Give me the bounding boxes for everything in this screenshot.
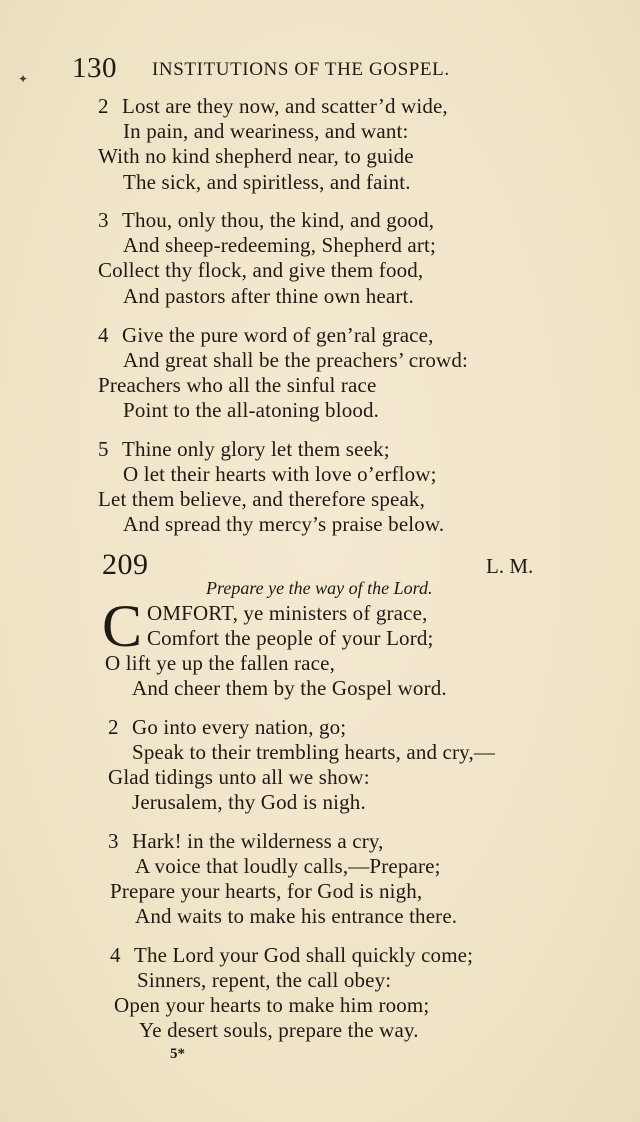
verse-line: Speak to their trembling hearts, and cry,— [132, 740, 496, 764]
verse-line: Preachers who all the sinful race [98, 373, 377, 397]
running-title: INSTITUTIONS OF THE GOSPEL. [152, 59, 450, 80]
verse-line: O let their hearts with love o’erflow; [123, 462, 437, 486]
verse-line: Give the pure word of gen’ral grace, [122, 323, 434, 347]
verse-line: The sick, and spiritless, and faint. [123, 170, 411, 194]
verse-line: And cheer them by the Gospel word. [132, 676, 447, 700]
verse-line: And sheep-redeeming, Shepherd art; [123, 233, 436, 257]
verse-line: Prepare your hearts, for God is nigh, [110, 879, 423, 903]
verse-line: Jerusalem, thy God is nigh. [132, 790, 366, 814]
verse-line: In pain, and weariness, and want: [123, 119, 409, 143]
stanza-line [98, 94, 448, 119]
verse-line: Open your hearts to make him room; [114, 993, 430, 1017]
signature-mark: 5* [170, 1046, 185, 1062]
stanza-line [110, 943, 473, 968]
stanza-number: 4 [98, 323, 109, 347]
stanza-line [108, 829, 384, 854]
verse-line: And great shall be the preachers’ crowd: [123, 348, 468, 372]
verse-line: A voice that loudly calls,—Prepare; [135, 854, 441, 878]
stanza-number: 3 [98, 208, 109, 232]
verse-line: Comfort the people of your Lord; [147, 626, 434, 650]
verse-line: And spread thy mercy’s praise below. [123, 512, 445, 536]
stanza-number: 2 [98, 94, 109, 118]
verse-line: Sinners, repent, the call obey: [137, 968, 392, 992]
stanza-line [98, 323, 434, 348]
hymn-meter: L. M. [486, 554, 534, 578]
verse-line: And pastors after thine own heart. [123, 284, 414, 308]
verse-line: The Lord your God shall quickly come; [134, 943, 474, 967]
hymn-subtitle: Prepare ye the way of the Lord. [206, 578, 433, 598]
stanza-number: 5 [98, 437, 109, 461]
stanza-number: 3 [108, 829, 119, 853]
stanza-line [98, 208, 434, 233]
page-number: 130 [72, 52, 117, 84]
verse-line: Let them believe, and therefore speak, [98, 487, 425, 511]
verse-line: Thine only glory let them seek; [122, 437, 390, 461]
stanza-line [98, 437, 390, 462]
page-header [72, 52, 512, 88]
verse-line: Glad tidings unto all we show: [108, 765, 370, 789]
margin-mark: ✦ [18, 72, 29, 86]
drop-cap: C [102, 593, 143, 659]
verse-line: Thou, only thou, the kind, and good, [122, 208, 435, 232]
verse-line: OMFORT, ye ministers of grace, [147, 601, 428, 625]
verse-line: O lift ye up the fallen race, [105, 651, 335, 675]
verse-line: With no kind shepherd near, to guide [98, 144, 414, 168]
verse-line: Ye desert souls, prepare the way. [139, 1018, 419, 1042]
verse-line: Collect thy flock, and give them food, [98, 258, 424, 282]
stanza-line [108, 715, 346, 740]
verse-line: And waits to make his entrance there. [135, 904, 458, 928]
stanza-number: 2 [108, 715, 119, 739]
verse-line: Hark! in the wilderness a cry, [132, 829, 384, 853]
hymn-number: 209 [102, 548, 149, 581]
verse-line: Lost are they now, and scatter’d wide, [122, 94, 448, 118]
verse-line: Point to the all-atoning blood. [123, 398, 380, 422]
verse-line: Go into every nation, go; [132, 715, 347, 739]
stanza-number: 4 [110, 943, 121, 967]
